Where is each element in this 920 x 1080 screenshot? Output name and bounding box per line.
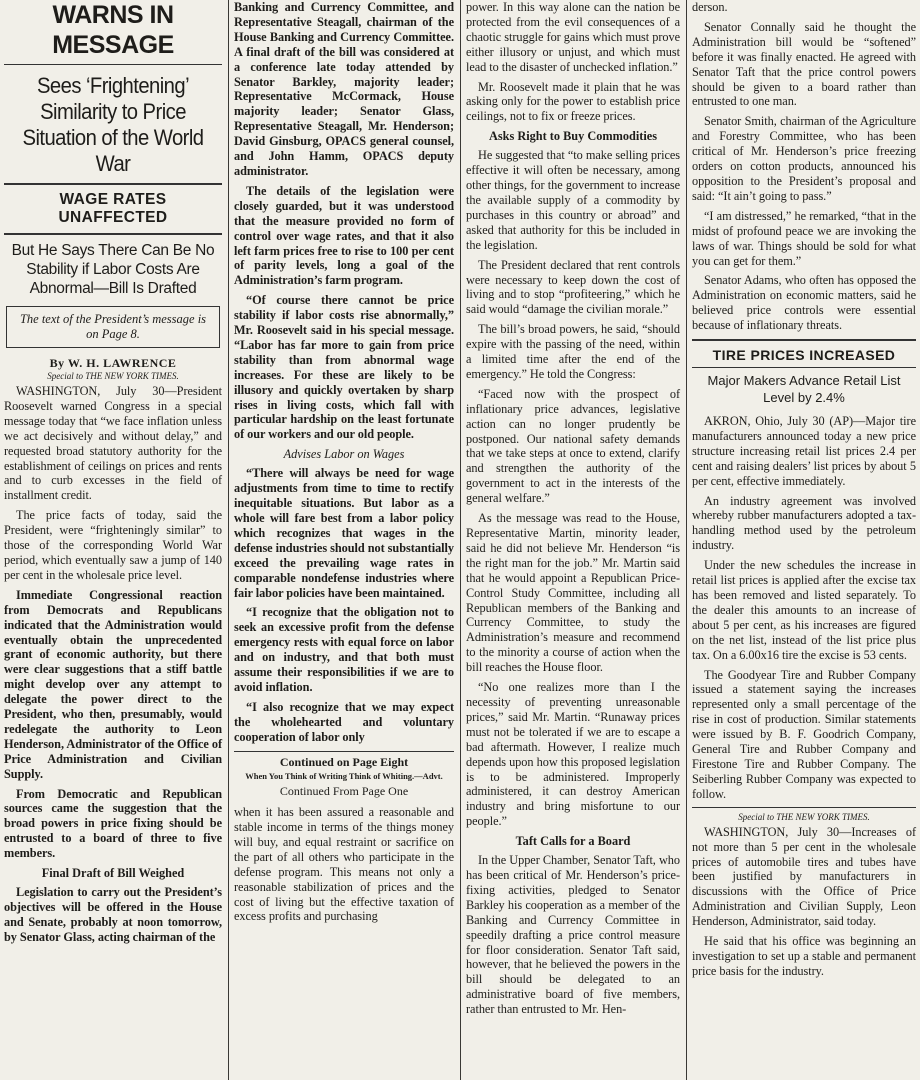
paragraph: Legislation to carry out the President’s objectives will be offered in the House and Senate, probably at noon tomorrow, by Senator Glass, acting chairman of the [4, 885, 222, 944]
paragraph: “I recognize that the obligation not to seek an excessive profit from the defense emergency rests with equal force on labor and on industry, and that both must assume their responsibilities if we are to avoid inflation. [234, 605, 454, 694]
subhead-advises-labor: Advises Labor on Wages [283, 447, 405, 462]
tire-headline: TIRE PRICES INCREASED [712, 347, 896, 364]
paragraph: From Democratic and Republican sources came the suggestion that the broad powers in price fixing should be entrusted to a board of three to five members. [4, 786, 222, 861]
paragraph: “Of course there cannot be price stability if labor costs rise abnormally,” Mr. Roosevelt said in his special message. “Labor has far more to gain from price stability than from abnormal wage increases. For these are likely to be illusory and quickly overtaken by sharp rises in living costs, which fall with particular hardship on the least fortunate of our workers and our old people. [234, 293, 454, 442]
headline-main: WARNS IN MESSAGE [52, 1, 174, 59]
paragraph: Under the new schedules the increase in retail list prices is applied after the excise tax has been removed and listed separately. To the dealer this amounts to an increase of about 5 per cent, as his increases are figured on the net list, instead of the list price plus tax. On a 6.00x16 tire the excise is 53 cents. [692, 558, 916, 662]
special-credit: Special to THE NEW YORK TIMES. [47, 371, 179, 381]
advertisement-filler: When You Think of Writing Think of Whiting.—Advt. [245, 770, 443, 781]
paragraph: He said that his office was beginning an investigation to set up a stable and permanent price basis for the industry. [692, 934, 916, 978]
paragraph: The Goodyear Tire and Rubber Company issued a statement saying the increases represented only a small percentage of the rise in cost of production. Similar statements were issued by B. F. Goodrich Company, General Tire and Rubber Company and Firestone Tire and Rubber Company. The Seiberling Rubber Company was expected to follow. [692, 667, 916, 801]
headline-deck-3: But He Says There Can Be No Stability if Labor Costs Are Abnormal—Bill Is Drafted [11, 242, 215, 297]
continued-from-label: Continued From Page One [279, 784, 409, 799]
paragraph: As the message was read to the House, Representative Martin, minority leader, said he did not believe Mr. Henderson “is the right man for the job.” Mr. Martin said that he would appoint a Republican Price-Control Study Committee, including all Republican members of the Banking and Currency Committee, to study the Administration’s measure and recommend to the minority a course of action when the bill reaches the House floor. [466, 511, 680, 675]
column-3 [462, 0, 684, 1080]
paragraph: WASHINGTON, July 30—Increases of not more than 5 per cent in the wholesale prices of automobile tires and tubes have been justified by manufacturers in discussions with the Office of Price Administration and Civilian Supply, Leon Henderson, Administrator, said today. [692, 824, 916, 929]
paragraph: The details of the legislation were closely guarded, but it was understood that the measure provided no form of control over wage rates, and that it also left farm prices free to rise to 100 per cent of parity levels, long a goal of the Administration’s farm program. [234, 183, 454, 288]
subhead-taft: Taft Calls for a Board [515, 834, 631, 849]
paragraph: WASHINGTON, July 30—President Roosevelt warned Congress in a special message today that “we face inflation unless we act decisively and without delay,” and requested broad statutory authority for the establishment of ceilings on prices and rents and to curb excesses in the field of installment credit. [4, 384, 222, 503]
byline: By W. H. LAWRENCE [49, 356, 177, 370]
paragraph: derson. [692, 0, 728, 14]
column-4 [688, 0, 920, 1080]
paragraph: Senator Connally said he thought the Administration bill would be “softened” before it was finally enacted. He agreed with Senator Taft that the price control powers should be given to a board rather than entrusted to one man. [692, 19, 916, 109]
paragraph: Immediate Congressional reaction from Democrats and Republicans indicated that the Administration would eventually obtain the unprecedented grant of economic authority, but there were clear suggestions that a stiff battle might develop over any attempt to delegate the power direct to the President, who then, presumably, would redelegate the authority to Leon Henderson, Administrator of the Office of Price Administration and Civilian Supply. [4, 587, 222, 781]
paragraph: “I am distressed,” he remarked, “that in the midst of profound peace we are invoking the laws of war. Things should be sold for what you can get for them.” [692, 208, 916, 268]
tire-subhead: Major Makers Advance Retail List Level by 2.4% [707, 373, 901, 406]
subhead-final-draft: Final Draft of Bill Weighed [41, 866, 185, 881]
paragraph: The price facts of today, said the President, were “frighteningly similar” to those of the corresponding World War period, which eventually saw a jump of 140 per cent in the wholesale price level. [4, 508, 222, 582]
column-rule [686, 0, 687, 1080]
paragraph: Mr. Roosevelt made it plain that he was asking only for the power to establish price ceilings, not to fix or freeze prices. [466, 79, 680, 124]
continued-on-label: Continued on Page Eight [234, 751, 454, 770]
paragraph: Senator Adams, who often has opposed the Administration on economic matters, said he believed price controls were essential because of inflationary threats. [692, 273, 916, 333]
paragraph: The bill’s broad powers, he said, “should expire with the passing of the need, within a limited time after the end of the emergency.” He told the Congress: [466, 322, 680, 381]
column-1 [0, 0, 226, 1080]
headline-deck-1: Sees ‘Frightening’ Similarity to Price Situation of the World War [22, 73, 204, 176]
paragraph: An industry agreement was involved whereby rubber manufacturers adopted a tax-handling method used by the petroleum industry. [692, 493, 916, 553]
paragraph: “No one realizes more than I the necessity of preventing unreasonable prices,” said Mr. Martin. “Runaway prices must not be tolerated if we are to escape a bad aftermath. However, I realize much depends upon how this proposed legislation is to be administered. Improperly administered, it can destroy American industry and bring misfortune to our people.” [466, 680, 680, 829]
paragraph: power. In this way alone can the nation be protected from the evil consequences of a chaotic struggle for gains which must prove either illusory or unjust, and which must lead to the disaster of unchecked inflation.” [466, 0, 680, 74]
paragraph: In the Upper Chamber, Senator Taft, who has been critical of Mr. Henderson’s price-fixing activities, pledged to Senator Barkley his cooperation as a member of the Banking and Currency Committee in speedily drafting a price control measure for floor consideration. Senator Taft said, however, that he believed the powers in the bill should be delegated to an administrative board of five members, rather than entrusted to Mr. Hen- [466, 853, 680, 1017]
column-rule [228, 0, 229, 1080]
text-reference-box: The text of the President’s message is on Page 8. [6, 306, 220, 348]
paragraph: Banking and Currency Committee, and Representative Steagall, chairman of the House Banking and Currency Committee. A final draft of the bill was considered at a conference late today attended by Senator Barkley, majority leader; Representative McCormack, House majority leader; Senator Glass, Representative Steagall, Mr. Henderson; David Ginsburg, OPACS general counsel, and John Hamm, OPACS deputy administrator. [234, 0, 454, 178]
paragraph: AKRON, Ohio, July 30 (AP)—Major tire manufacturers announced today a new price structure increasing retail list prices 2.4 per cent and raising dealers’ list prices by about 5 per cent, effective immediately. [692, 414, 916, 488]
paragraph: “There will always be need for wage adjustments from time to time to rectify inequitable situations. But labor as a whole will fare best from a labor policy which recognizes that wages in the defense industries should not substantially exceed the prevailing wage rates in comparable nondefense industries where fair labor policies have been maintained. [234, 466, 454, 600]
paragraph: The President declared that rent controls were necessary to keep down the cost of living and to stop “profiteering,” which he said would “damage the civilian morale.” [466, 257, 680, 317]
paragraph: He suggested that “to make selling prices effective it will often be necessary, among other things, for the government to increase the available supply of a commodity by purchases in this country or abroad” and asked that authority for this be included in the legislation. [466, 148, 680, 252]
paragraph: “Faced now with the prospect of inflationary price advances, legislative action can no longer prudently be postponed. Our national safety demands that we take steps at once to extend, clarify and strengthen the authority of the government to act in the interests of the general welfare.” [466, 386, 680, 506]
column-2 [230, 0, 458, 1080]
paragraph: “I also recognize that we may expect the wholehearted and voluntary cooperation of labor only [234, 699, 454, 744]
paragraph: Senator Smith, chairman of the Agriculture and Forestry Committee, who has been critical of Mr. Henderson’s price freezing orders on cotton products, announced his opposition to the President’s proposal and said: “It ain’t going to pass.” [692, 114, 916, 203]
column-rule [460, 0, 461, 1080]
special-credit-2: Special to THE NEW YORK TIMES. [738, 811, 870, 822]
paragraph: when it has been assured a reasonable and stable income in terms of the things money will buy, and equal restraint or sacrifice on the part of all others who participate in the defense program. This means not only a reasonable stabilization of prices and the cost of living but the effective taxation of excess profits and purchasing [234, 805, 454, 924]
headline-deck-2: WAGE RATES UNAFFECTED [58, 191, 168, 226]
subhead-asks-right: Asks Right to Buy Commodities [488, 129, 658, 144]
